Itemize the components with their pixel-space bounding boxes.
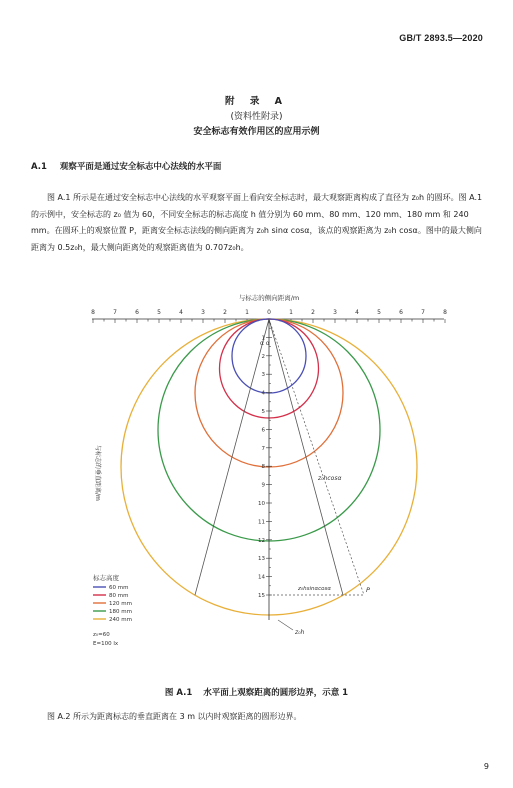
side-tick-label: 6 — [261, 427, 265, 434]
figure-caption — [0, 686, 513, 698]
top-tick-label: 5 — [157, 309, 161, 316]
label-z0hcos: z₀hcosα — [318, 475, 342, 482]
standard-number: GB/T 2893.5—2020 — [399, 33, 483, 43]
side-tick-label: 2 — [261, 353, 265, 360]
appendix-title: 附 录 A — [225, 96, 288, 107]
top-tick-labels — [91, 309, 447, 316]
top-tick-label: 4 — [355, 309, 359, 316]
top-tick-label: 2 — [223, 309, 227, 316]
legend-item-label: 180 mm — [109, 609, 132, 615]
side-tick-label: 11 — [258, 519, 265, 526]
top-tick-label: 1 — [245, 309, 249, 316]
alpha-label: α α — [260, 340, 270, 347]
top-tick-label: 7 — [421, 309, 425, 316]
side-tick-label: 1 — [261, 335, 265, 342]
side-tick-label: 15 — [258, 593, 265, 599]
legend-param1: z₀=60 — [93, 632, 110, 638]
legend-item-label: 240 mm — [109, 617, 132, 623]
label-p: P — [366, 586, 370, 594]
dashed-cos-line — [269, 319, 364, 595]
label-z0h: z₀h — [295, 629, 305, 636]
top-tick-label: 8 — [443, 309, 447, 316]
side-tick-label: 7 — [261, 445, 265, 452]
side-tick-label: 13 — [258, 556, 265, 563]
legend-title: 标志高度 — [93, 574, 119, 582]
side-tick-label: 14 — [258, 574, 265, 581]
top-tick-label: 0 — [267, 309, 271, 316]
figure-number: 图 A.1 — [164, 688, 193, 698]
legend-param2: E=100 lx — [93, 641, 119, 647]
side-tick-label: 12 — [258, 537, 265, 544]
top-axis-label: 与标志的侧向距离/m — [238, 294, 300, 302]
page-number: 9 — [483, 762, 489, 771]
top-tick-label: 4 — [179, 309, 183, 316]
top-tick-label: 3 — [201, 309, 205, 316]
z0h-leader — [278, 620, 293, 630]
appendix-subtitle: 安全标志有效作用区的应用示例 — [193, 127, 320, 137]
top-tick-label: 2 — [311, 309, 315, 316]
figure-a1 — [88, 290, 450, 662]
legend-item-label: 80 mm — [109, 593, 129, 599]
side-tick-label: 5 — [261, 409, 265, 415]
left-axis-label: 与标志的垂直距离/m — [94, 445, 101, 501]
legend-item-label: 60 mm — [109, 585, 129, 591]
top-tick-label: 7 — [113, 309, 117, 316]
section-heading — [31, 160, 221, 172]
side-tick-label: 9 — [261, 482, 265, 489]
appendix-type: (资料性附录) — [230, 112, 283, 122]
top-tick-label: 5 — [377, 309, 381, 316]
legend — [93, 573, 132, 647]
top-tick-label: 3 — [333, 309, 337, 316]
side-ticks — [258, 328, 272, 599]
top-tick-label: 6 — [399, 309, 403, 316]
side-tick-label: 3 — [261, 372, 265, 379]
figure-caption-text: 水平面上观察距离的圆形边界，示意 1 — [203, 688, 349, 698]
top-tick-label: 6 — [135, 309, 139, 316]
top-tick-label: 1 — [289, 309, 293, 316]
side-tick-label: 8 — [261, 464, 265, 471]
paragraph-1: 图 A.1 所示是在通过安全标志中心法线的水平观察平面上看向安全标志时，最大观察距离构成了直径为 z₀h 的圆环。图 A.1 的示例中，安全标志的 z₀ 值为 60，不同安全标志的标志高度 h 值分别为 60 mm、80 mm、120 mm、180 mm 和 240 mm。在圆环上的观察位置 P，距离安全标志法线的侧向距离为 z₀h sinα cosα，该点的观察距离为 z₀h cosα。图中的最大侧向距离为 0.5z₀h，最大侧向距离处的观察距离值为 0.707z₀h。 — [31, 193, 483, 252]
side-tick-label: 10 — [258, 501, 265, 507]
section-title: 观察平面是通过安全标志中心法线的水平面 — [59, 162, 222, 172]
section-number: A.1 — [31, 162, 47, 172]
side-tick-label: 4 — [261, 390, 265, 397]
legend-item-label: 120 mm — [109, 601, 132, 607]
label-z0hsincos: z₀hsinαcosα — [298, 586, 331, 592]
paragraph-2: 图 A.2 所示为距离标志的垂直距离在 3 m 以内时观察距离的圆形边界。 — [47, 712, 302, 721]
top-tick-label: 8 — [91, 309, 95, 316]
